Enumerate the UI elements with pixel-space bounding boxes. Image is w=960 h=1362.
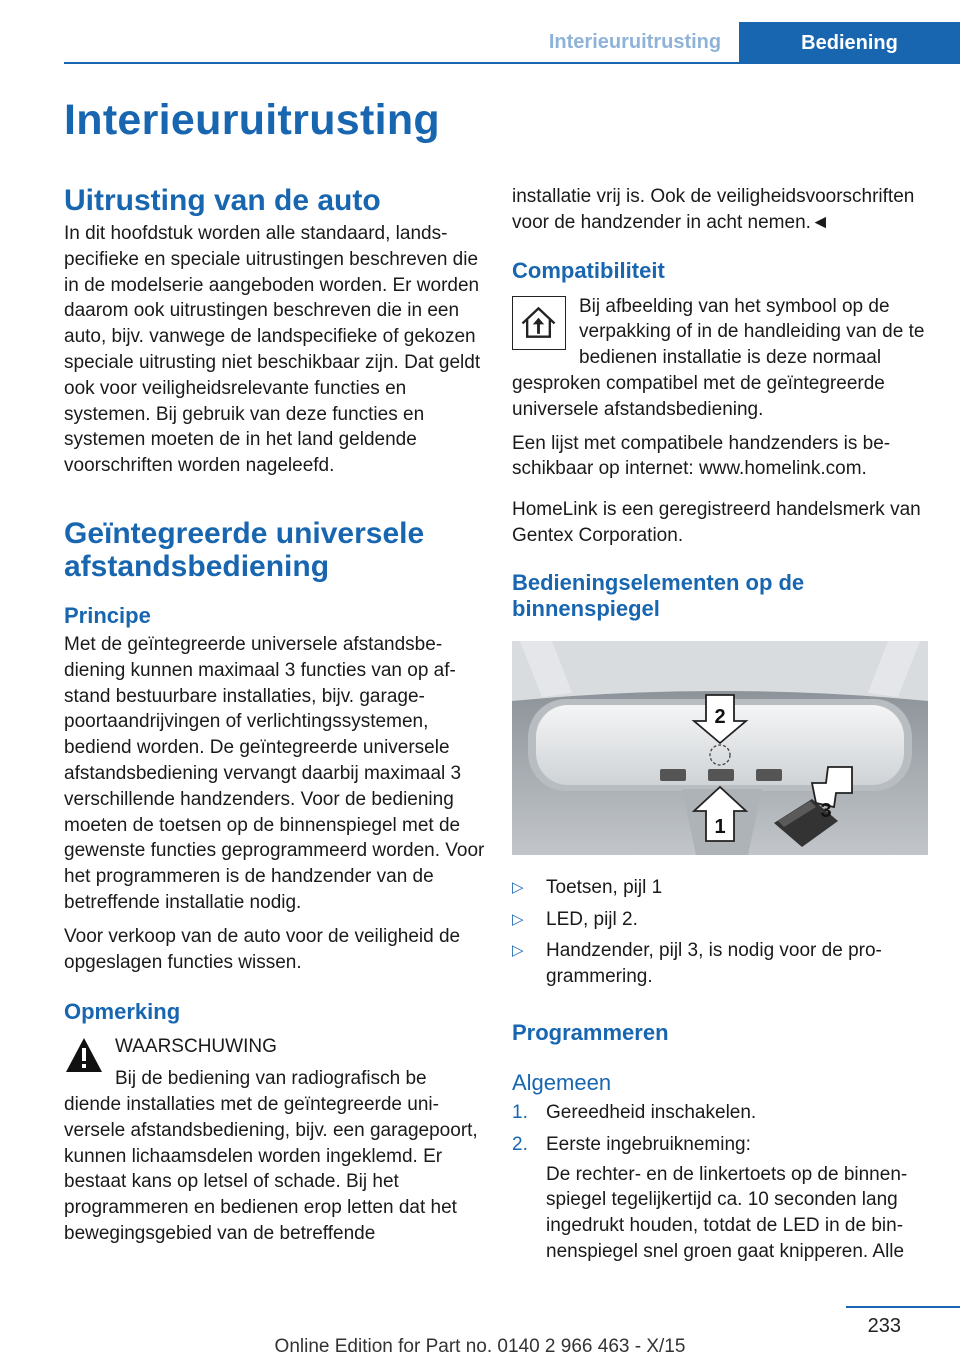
compat-text-rest: gesproken compatibel met de geïntegreerde universele afstandsbediening.: [512, 372, 885, 420]
list-item: [512, 875, 930, 901]
figure-label-3: 3: [820, 799, 832, 822]
list-item-text: Toetsen, pijl 1: [546, 876, 663, 898]
homelink-house-icon: [512, 296, 566, 350]
triangle-bullet-icon: ▷: [512, 878, 524, 896]
compat-block: [512, 294, 930, 423]
step-text: Eerste ingebruikneming:: [546, 1133, 751, 1155]
step-text: Gereedheid inschakelen.: [546, 1101, 757, 1123]
triangle-bullet-icon: ▷: [512, 942, 524, 960]
figure-label-2: 2: [714, 705, 726, 728]
list-item: [512, 938, 930, 990]
list-item-text: Handzender, pijl 3, is nodig voor de programmering.: [546, 940, 882, 988]
subsection-title-opmerking: Opmerking: [64, 999, 181, 1025]
section-text-uitrusting: In dit hoofdstuk worden alle standaard, landspecifieke en speciale uitrustingen beschreven die in de modelserie aangeboden worden. Er worden daarom ook uitrustingen beschreven die in een auto, bijv. vanwege de landspecifieke of gekozen speciale uitrusting niet beschikbaar zijn. Dat geldt ook voor veiligheidsrelevante functies en systemen. Bij gebruik van deze functies en systemen moeten de in het land geldende voorschriften worden nageleefd.: [64, 223, 481, 477]
section-title-afstandsbediening: Geïntegreerde universele afstandsbediening: [64, 516, 425, 583]
warning-block: [64, 1034, 492, 1246]
list-item-text: LED, pijl 2.: [546, 908, 638, 930]
principe-paragraph-1: Met de geïntegreerde universele afstandsbediening kunnen maximaal 3 functies van op afstand bestuurbare installaties, bijv. garagepoortaandrijvingen of verlichtingssystemen, bediend worden. De geïntegreerde universele afstandsbediening vervangt daarbij maximaal 3 verschillende handzenders. Voor de bediening moeten de toetsen op de binnenspiegel met de gewenste functies geprogrammeerd worden. Voor het programmeren is de handzender van de betreffende installatie nodig.: [64, 633, 485, 913]
warning-text-first: Bij de bediening van radiografisch be: [115, 1068, 427, 1090]
mirror-illustration: [512, 641, 928, 855]
warning-label: WAARSCHUWING: [115, 1036, 277, 1058]
page-title: Interieuruitrusting: [64, 96, 440, 144]
warning-text-rest: diende installaties met de geïntegreerde universele afstandsbediening, bijv. een garagepoort, kunnen lichaamsdelen worden ingeklemd. Er bestaat kans op letsel of schade. Bij het programmeren en bedienen erop letten dat het bewegingsgebied van de betreffende: [64, 1093, 478, 1244]
subsection-title-principe: Principe: [64, 602, 151, 628]
subsection-title-algemeen: Algemeen: [512, 1069, 612, 1095]
list-item: [512, 907, 930, 933]
compat-text-indented: Bij afbeelding van het symbool op de verpakking of in de handleiding van de te bedienen installatie is deze normaal: [579, 295, 925, 369]
right-column: [512, 184, 930, 1265]
footer-rule: [846, 1306, 960, 1308]
step-item: [512, 1100, 930, 1126]
triangle-bullet-icon: ▷: [512, 910, 524, 928]
subsection-title-compatibiliteit: Compatibiliteit: [512, 257, 665, 283]
step-detail: De rechter- en de linkertoets op de binnenspiegel tegelijkertijd ca. 10 seconden lang ingedrukt houden, totdat de LED in de binnenspiegel snel groen gaat knipperen. Alle: [546, 1163, 908, 1262]
header-rule: [64, 62, 960, 64]
footer-edition: Online Edition for Part no. 0140 2 966 463 - X/15: [274, 1336, 686, 1357]
subsection-title-bedieningselementen: Bedieningselementen op de binnenspiegel: [512, 569, 805, 621]
continued-text: installatie vrij is. Ook de veiligheidsvoorschriften voor de handzender in acht nemen.◄: [512, 186, 915, 233]
section-title-uitrusting: Uitrusting van de auto: [64, 184, 381, 217]
step-item: [512, 1132, 930, 1265]
compat-paragraph-2: Een lijst met compatibele handzenders is beschikbaar op internet: www.homelink.com.: [512, 432, 891, 480]
warning-triangle-icon: [64, 1036, 104, 1074]
left-column: [64, 184, 492, 1247]
header-tab-chapter: Bediening: [739, 22, 960, 64]
figure-label-1: 1: [714, 815, 726, 838]
step-number: 1.: [512, 1101, 528, 1123]
header-tab-section: Interieuruitrusting: [548, 30, 722, 53]
mirror-figure: [512, 641, 928, 855]
step-number: 2.: [512, 1133, 528, 1155]
controls-list: [512, 875, 930, 990]
principe-paragraph-2: Voor verkoop van de auto voor de veiligheid de opgeslagen functies wissen.: [64, 925, 461, 973]
page-number: 233: [867, 1315, 901, 1337]
programming-steps: [512, 1100, 930, 1265]
subsection-title-programmeren: Programmeren: [512, 1019, 669, 1045]
compat-paragraph-3: HomeLink is een geregistreerd handelsmerk van Gentex Corporation.: [512, 499, 921, 546]
